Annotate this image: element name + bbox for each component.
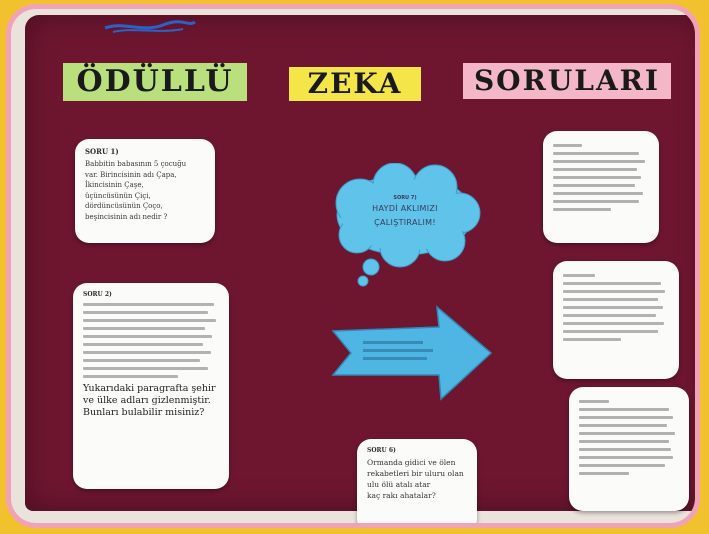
blurred-text-line	[83, 319, 216, 322]
blurred-text-line	[579, 448, 671, 451]
cloud-text	[345, 195, 465, 229]
blurred-text-line	[563, 330, 658, 333]
question-card-2	[73, 283, 229, 489]
blurred-text-line	[553, 192, 643, 195]
blurred-text-line	[579, 440, 669, 443]
blurred-text-line	[553, 144, 582, 147]
question-heading: SORU 1)	[85, 147, 119, 156]
blurred-text-line	[83, 351, 211, 354]
question-line: ve ülke adları gizlenmiştir.	[83, 395, 211, 406]
blue-scribble	[103, 19, 198, 35]
question-line: var. Birincisinin adı Çapa,	[85, 170, 177, 179]
blurred-text-line	[553, 168, 637, 171]
blurred-text-line	[563, 338, 621, 341]
cloud-small-label: SORU 7)	[393, 195, 417, 201]
question-card-3	[543, 131, 659, 243]
question-line: Yukarıdaki paragrafta şehir	[83, 383, 216, 394]
blurred-text-line	[83, 359, 200, 362]
question-heading: SORU 2)	[83, 291, 112, 298]
blurred-text-line	[553, 200, 639, 203]
blurred-text-line	[553, 152, 639, 155]
blurred-text-line	[553, 184, 635, 187]
cloud-line-2: ÇALIŞTIRALIM!	[374, 218, 436, 227]
blurred-text-line	[563, 314, 656, 317]
title-sorulari: SORULARI	[463, 63, 671, 99]
blurred-text-line	[579, 416, 673, 419]
bulletin-board	[25, 15, 700, 511]
blurred-text-line	[83, 343, 203, 346]
poster-frame	[6, 4, 700, 528]
blurred-text-line	[563, 274, 595, 277]
blurred-text-line	[579, 432, 675, 435]
blurred-text-line	[563, 282, 661, 285]
blurred-text-line	[563, 306, 663, 309]
cloud-line-1: HAYDİ AKLIMIZI	[372, 204, 438, 213]
question-line: beşincisinin adı nedir ?	[85, 212, 168, 221]
thought-cloud	[325, 163, 485, 293]
blurred-text-line	[579, 464, 665, 467]
blurred-text-line	[553, 160, 645, 163]
question-text	[83, 383, 219, 419]
question-line: rekabetleri bir uluru olan	[367, 469, 464, 478]
blurred-text-line	[83, 375, 178, 378]
question-text	[85, 159, 205, 222]
title-zeka: ZEKA	[289, 67, 421, 101]
question-line: İkincisinin Çaşe,	[85, 181, 144, 189]
question-line: Ormanda gidici ve ölen	[367, 458, 456, 467]
blurred-text-line	[83, 335, 212, 338]
title-odullu: ÖDÜLLÜ	[63, 63, 247, 101]
blurred-text-line	[553, 176, 641, 179]
blurred-text-line	[563, 322, 664, 325]
question-text	[367, 457, 467, 501]
blurred-text-line	[579, 456, 673, 459]
question-line: Babbitin babasının 5 çocuğu	[85, 160, 187, 168]
question-heading: SORU 6)	[367, 447, 396, 454]
question-line: kaç rakı ahatalar?	[367, 491, 436, 500]
question-card-6	[357, 439, 477, 528]
blurred-text-line	[553, 208, 611, 211]
question-line: üçüncüsünün Çiçi,	[85, 191, 151, 200]
blurred-text-line	[83, 327, 205, 330]
blurred-text-line	[83, 311, 208, 314]
blurred-text-line	[579, 424, 667, 427]
question-card-4	[553, 261, 679, 379]
blurred-text-line	[579, 408, 669, 411]
blurred-text-line	[563, 298, 658, 301]
question-line: Bunları bulabilir misiniz?	[83, 407, 205, 418]
question-card-5	[569, 387, 689, 511]
question-line: dördüncüsünün Çoço,	[85, 202, 163, 210]
blurred-text-line	[579, 400, 609, 403]
arrow-right-icon	[329, 305, 495, 401]
blurred-text-line	[83, 303, 214, 306]
blurred-text-line	[579, 472, 629, 475]
question-card-1	[75, 139, 215, 243]
blurred-text-line	[563, 290, 665, 293]
question-line: ulu ölü atalı atar	[367, 480, 431, 489]
blurred-text-line	[83, 367, 208, 370]
